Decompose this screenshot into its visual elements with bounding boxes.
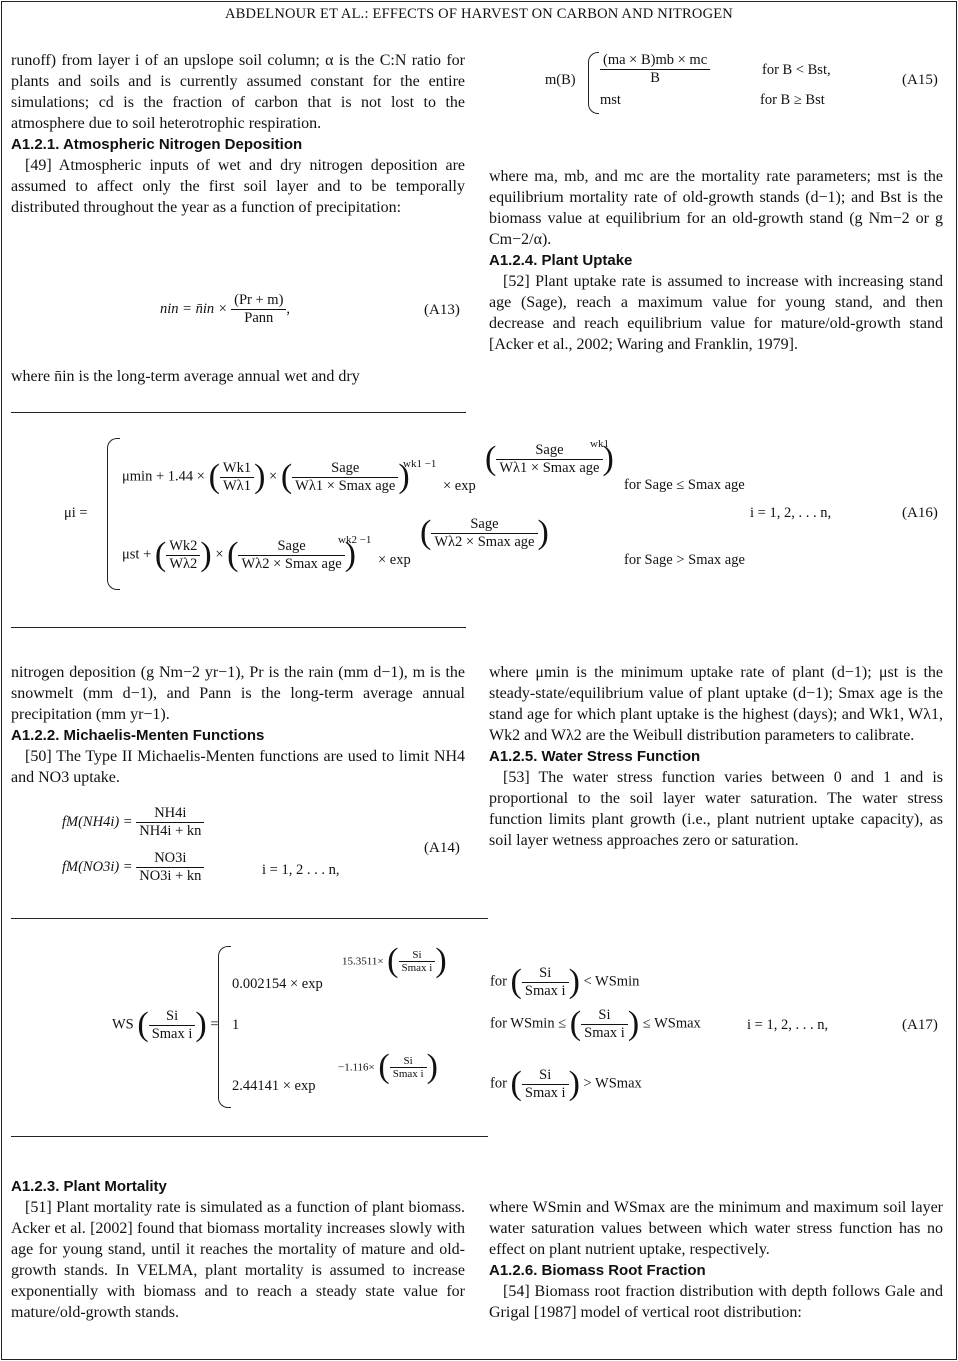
paragraph-after-a15: where ma, mb, and mc are the mortality rate parameters; mst is the equilibrium mortality rate of old-growth stands (d−1); and Bst is the biomass value at equilibrium for an old-growth stand (g Nm−2 or g Cm−2/α). (489, 168, 943, 248)
eq-a16-case2-exp-num: Sage (431, 516, 537, 534)
eq-a17-lhs-num: Si (149, 1008, 196, 1026)
eq-a17-case3-val: 2.44141 × exp (232, 1078, 316, 1094)
eq-a16-case1-exp: × exp (443, 478, 476, 494)
eq-a17-case1-exp: 15.3511× ( $\frac{Si}{\text{Smax i}}$ ) (342, 942, 447, 979)
eq-a17-case1-exp-coef: 15.3511× (342, 955, 384, 968)
eq-a16-case1-exp-arg: ( $\frac{\text{Sage}}{\text{Wλ1 × Smax age}}$ ) (485, 440, 614, 477)
eq-a17-case3-exp-coef: −1.116× (338, 1061, 375, 1074)
eq-a17-case3-exp-den: Smax i (392, 1067, 424, 1080)
heading-a122: A1.2.2. Michaelis-Menten Functions (11, 727, 265, 744)
left-bottom-column (11, 1176, 465, 1323)
eq-a17-c3-num: Si (522, 1067, 569, 1085)
eq-a16-case1-exp-num: Sage (496, 442, 602, 460)
eq-a17-case3-exp: −1.116× ( $\frac{Si}{\text{Smax i}}$ ) (338, 1048, 438, 1085)
heading-a126: A1.2.6. Biomass Root Fraction (489, 1262, 706, 1279)
eq-a17-case2-val: 1 (232, 1017, 240, 1033)
eq-a16-case2-exponent: wk2 −1 (338, 534, 372, 546)
eq-a14-num2: NO3i (136, 850, 204, 868)
eq-a16-range: i = 1, 2, . . . n, (750, 505, 832, 521)
heading-a121: A1.2.1. Atmospheric Nitrogen Deposition (11, 136, 303, 153)
eq-a17-c2-num: Si (581, 1007, 628, 1025)
eq-a14-den1: NH4i + kn (139, 823, 202, 839)
eq-a15-den: B (650, 70, 660, 86)
eq-a17-case1-cond-post: < WSmin (583, 973, 640, 990)
paragraph-uptake-cont: where μmin is the minimum uptake rate of plant (d−1); μst is the steady-state/equilibrium value of plant uptake (d−1); Smax age is the stand age for which plant uptake is the highest (days); and Wk1, Wλ1, Wk2 and Wλ2 are the Weibull distribution parameters to calibrate. (489, 664, 943, 744)
eq-a16-case2-start: μst + (122, 546, 152, 563)
eq-a17-c1-num: Si (522, 965, 569, 983)
eq-a14-number: (A14) (424, 840, 460, 856)
eq-a17-case2-cond-post: ≤ WSmax (642, 1015, 701, 1032)
left-mid-column (11, 662, 465, 788)
eq-a17-case3-exp-num: Si (390, 1055, 427, 1068)
eq-a13-number: (A13) (424, 302, 460, 318)
eq-a17-range: i = 1, 2, . . . n, (747, 1017, 829, 1033)
eq-a16-case1-w1: Wk1 (220, 460, 254, 478)
eq-a13-numerator: (Pr + m) (231, 292, 286, 310)
eq-a14-line1 (62, 805, 204, 840)
eq-a16-case2-w2: Wλ2 (169, 555, 198, 572)
eq-a15-number: (A15) (902, 72, 938, 88)
eq-a17-ws: WS (112, 1016, 134, 1033)
paragraph-51: [51] Plant mortality rate is simulated as a function of plant biomass. Acker et al. [2002] found that biomass mortality increases slowly with age for young stand, until it reaches the mortality of mature and old-growth stands. In VELMA, plant mortality is assumed to increase exponentially with biomass and to reach a steady state value for mature/old-growth stands. (11, 1199, 465, 1321)
eq-a16-case1-times: × (269, 468, 278, 485)
eq-a15-case2: mst (600, 92, 621, 108)
paragraph-53: [53] The water stress function varies between 0 and 1 and is proportional to the soil layer water saturation. The water stress function limits plant growth (i.e., plant nutrient uptake capacity), as soil layer wetness approaches zero or saturation. (489, 769, 943, 849)
eq-a17-case2-cond-pre: for WSmin ≤ (490, 1015, 567, 1032)
paragraph-after-a13: where n̄in is the long-term average annual wet and dry (11, 368, 360, 385)
eq-a17-lhs-den: Smax i (151, 1025, 193, 1042)
eq-a15-brace (588, 52, 599, 114)
right-top-column (489, 166, 943, 355)
eq-a17-case1-val: 0.002154 × exp (232, 976, 323, 992)
rule-below-a17 (11, 1136, 488, 1137)
eq-a15-case2-cond: for B ≥ Bst (760, 92, 825, 108)
eq-a16-case2-exp-arg: ( $\frac{\text{Sage}}{\text{Wλ2 × Smax age}}$ ) (420, 514, 549, 551)
paragraph-ws-cont: where WSmin and WSmax are the minimum and maximum soil layer water saturation values between which water stress function has no effect on plant nutrient uptake, respectively. (489, 1199, 943, 1258)
eq-a15-case1-cond: for B < Bst, (762, 62, 831, 78)
eq-a17-case2-cond: for WSmin ≤ ( $\frac{Si}{\text{Smax i}}$ ) ≤ WSmax (490, 1005, 701, 1042)
left-top-column (11, 50, 465, 218)
paragraph-deposition-cont: nitrogen deposition (g Nm−2 yr−1), Pr is the rain (mm d−1), m is the snowmelt (mm d−1), and Pann is the long-term average annual precipitation (mm yr−1). (11, 664, 465, 723)
paragraph-runoff: runoff) from layer i of an upslope soil column; α is the C:N ratio for plants and soils and is currently assumed constant for the entire simulations; cd is the fraction of carbon that is not lost to the atmosphere due to soil heterotrophic respiration. (11, 52, 465, 132)
eq-a14-den2: NO3i + kn (139, 868, 202, 884)
eq-a17-brace (218, 946, 231, 1108)
eq-a14-num1: NH4i (136, 805, 204, 823)
eq-a15-case1 (600, 52, 710, 87)
eq-a15-lhs: m(B) (545, 72, 576, 88)
rule-below-a16 (11, 627, 466, 628)
eq-a16-case2: μst + ( $\frac{Wk2}{W\lambda 2}$ ) × ( $\frac{\text{Sage}}{\text{Wλ2 × Smax age}}$ ) (122, 536, 356, 573)
paragraph-54: [54] Biomass root fraction distribution with depth follows Gale and Grigal [1987] model of vertical root distribution: (489, 1283, 943, 1321)
left-after-a13 (11, 366, 465, 387)
eq-a16-case2-cond: for Sage > Smax age (624, 552, 745, 568)
eq-a16-case1-s-num: Sage (292, 460, 398, 478)
eq-a13-lhs: nin = n̄in × (160, 300, 228, 317)
eq-a16-case2-exp-den: Wλ2 × Smax age (434, 533, 535, 550)
eq-a16-brace (107, 438, 120, 590)
running-head: ABDELNOUR ET AL.: EFFECTS OF HARVEST ON CARBON AND NITROGEN (225, 6, 733, 22)
eq-a17-c3-den: Smax i (524, 1084, 566, 1101)
eq-a17-c2-den: Smax i (584, 1024, 625, 1041)
right-mid-column (489, 662, 943, 851)
equation-a13: nin = n̄in × $\frac{(Pr + m)}{\text{Pann}}$ , (160, 292, 291, 326)
eq-a16-case1-exponent: wk1 −1 (403, 458, 437, 470)
eq-a17-case1-cond-pre: for (490, 973, 507, 990)
eq-a14-lhs1: fM(NH4i) = (62, 813, 133, 830)
eq-a16-case1-s-den: Wλ1 × Smax age (295, 477, 396, 494)
eq-a16-case1-start: μmin + 1.44 × (122, 468, 205, 485)
eq-a17-case1-exp-den: Smax i (401, 961, 433, 974)
paragraph-50: [50] The Type II Michaelis-Menten functions are used to limit NH4 and NO3 uptake. (11, 748, 465, 786)
heading-a123: A1.2.3. Plant Mortality (11, 1178, 167, 1195)
eq-a16-number: (A16) (902, 505, 938, 521)
eq-a17-case3-cond: for ( $\frac{Si}{\text{Smax i}}$ ) > WSmax (490, 1065, 642, 1102)
eq-a13-denominator: Pann (244, 310, 274, 326)
paragraph-49: [49] Atmospheric inputs of wet and dry nitrogen deposition are assumed to affect only the first soil layer and to be temporally distributed throughout the year as a function of precipitation: (11, 157, 465, 216)
heading-a124: A1.2.4. Plant Uptake (489, 252, 633, 269)
eq-a16-case2-w1: Wk2 (166, 538, 200, 556)
eq-a17-case3-cond-pre: for (490, 1075, 507, 1092)
eq-a16-case1-exp-den: Wλ1 × Smax age (499, 459, 600, 476)
eq-a16-case1-exp-power: wk1 (590, 438, 609, 450)
eq-a17-c1-den: Smax i (524, 982, 566, 999)
heading-a125: A1.2.5. Water Stress Function (489, 748, 701, 765)
eq-a14-range: i = 1, 2 . . . n, (262, 862, 340, 878)
eq-a16-case2-exp: × exp (378, 552, 411, 568)
eq-a16-case1-w2: Wλ1 (223, 477, 251, 494)
rule-above-a17 (11, 918, 488, 919)
eq-a16-case2-s-den: Wλ2 × Smax age (241, 555, 342, 572)
eq-a16-case2-times: × (215, 546, 224, 563)
eq-a16-case1-cond: for Sage ≤ Smax age (624, 477, 745, 493)
eq-a16-case1: μmin + 1.44 × ( $\frac{Wk1}{W\lambda 1}$ ) × ( $\frac{\text{Sage}}{\text{Wλ1 × Smax age}}$ ) (122, 458, 410, 495)
eq-a17-lhs: WS ( $\frac{Si}{\text{Smax i}}$ ) = (112, 1006, 219, 1043)
eq-a17-case1-exp-num: Si (399, 949, 436, 962)
eq-a14-lhs2: fM(NO3i) = (62, 858, 133, 875)
paragraph-52: [52] Plant uptake rate is assumed to increase with increasing stand age (Sage), reach a maximum value for young stand, and then decrease and reach equilibrium value for mature/old-growth stand [Acker et al., 2002; Waring and Franklin, 1979]. (489, 273, 943, 353)
eq-a17-case3-cond-post: > WSmax (583, 1075, 642, 1092)
eq-a14-line2 (62, 850, 204, 885)
rule-above-a16 (11, 412, 466, 413)
eq-a15-num: (ma × B)mb × mc (600, 52, 710, 70)
eq-a17-number: (A17) (902, 1017, 938, 1033)
eq-a16-case2-s-num: Sage (238, 538, 344, 556)
eq-a17-case1-cond: for ( $\frac{Si}{\text{Smax i}}$ ) < WSmin (490, 963, 640, 1000)
eq-a16-lhs: μi = (64, 505, 88, 521)
right-bottom-column (489, 1197, 943, 1323)
